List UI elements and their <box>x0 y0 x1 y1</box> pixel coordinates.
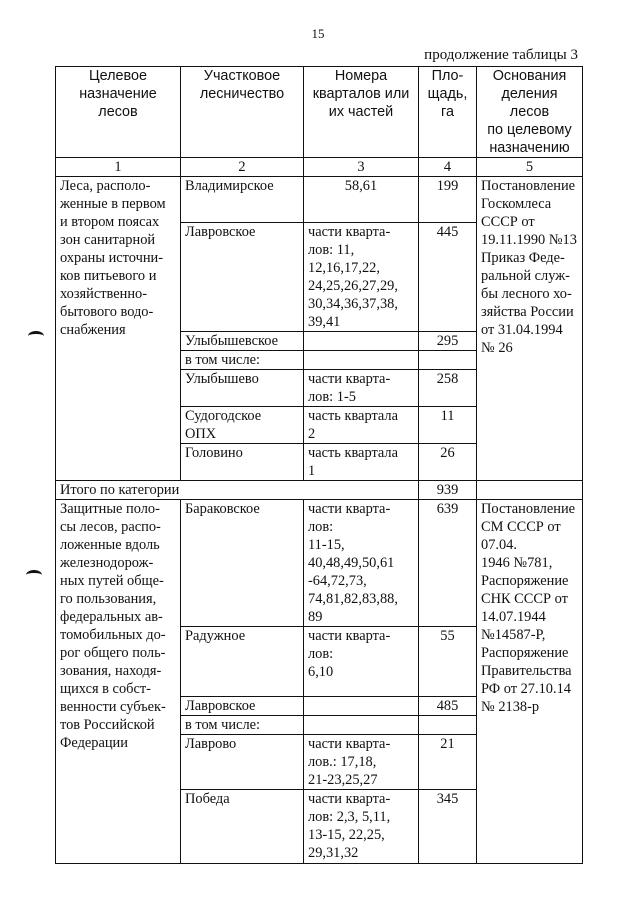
forestry-cell: Лавровское <box>181 697 304 716</box>
area-cell: 345 <box>419 790 477 864</box>
header-area: Пло- щадь, га <box>419 67 477 158</box>
area-cell: 21 <box>419 735 477 790</box>
quarters-cell <box>304 697 419 716</box>
quarters-cell: части кварта- лов: 2,3, 5,11, 13-15, 22,25, 29,31,32 <box>304 790 419 864</box>
forestry-cell: Радужное <box>181 627 304 697</box>
area-cell <box>419 351 477 370</box>
area-cell: 11 <box>419 407 477 444</box>
header-forestry: Участковое лесничество <box>181 67 304 158</box>
column-number-row <box>56 158 583 177</box>
forestry-cell: Улыбышево <box>181 370 304 407</box>
area-cell: 295 <box>419 332 477 351</box>
area-cell: 199 <box>419 177 477 223</box>
forestry-cell: в том числе: <box>181 716 304 735</box>
column-number: 3 <box>304 158 419 177</box>
area-cell: 26 <box>419 444 477 481</box>
quarters-cell <box>304 351 419 370</box>
table-row <box>56 500 583 627</box>
total-area: 939 <box>419 481 477 500</box>
total-label: Итого по категории <box>56 481 419 500</box>
area-cell: 485 <box>419 697 477 716</box>
forestry-cell: Лавровское <box>181 223 304 332</box>
column-number: 5 <box>477 158 583 177</box>
basis-cell: Постановление СМ СССР от 07.04. 1946 №781, Распоряжение СНК СССР от 14.07.1944 №14587-Р, Распоряжение Правительства РФ от 27.10.14 № 2138-р <box>477 500 583 864</box>
forest-purpose-table <box>55 66 583 864</box>
quarters-cell: части кварта- лов: 11-15, 40,48,49,50,61 -64,72,73, 74,81,82,83,88, 89 <box>304 500 419 627</box>
total-row <box>56 481 583 500</box>
table-header-row <box>56 67 583 158</box>
forestry-cell: Лаврово <box>181 735 304 790</box>
header-basis: Основания деления лесов по целевому назначению <box>477 67 583 158</box>
column-number: 1 <box>56 158 181 177</box>
table-continuation-caption: продолжение таблицы 3 <box>424 47 578 63</box>
column-number: 2 <box>181 158 304 177</box>
basis-cell: Постановление Госкомлеса СССР от 19.11.1990 №13 Приказ Федe- ральной служ- бы лесного хо- зяйства России от 31.04.1994 № 26 <box>477 177 583 481</box>
forestry-cell: в том числе: <box>181 351 304 370</box>
column-number: 4 <box>419 158 477 177</box>
quarters-cell: часть квартала 1 <box>304 444 419 481</box>
forestry-cell: Головино <box>181 444 304 481</box>
quarters-cell <box>304 716 419 735</box>
header-purpose: Целевое назначение лесов <box>56 67 181 158</box>
header-quarters: Номера кварталов или их частей <box>304 67 419 158</box>
forestry-cell: Судогодское ОПХ <box>181 407 304 444</box>
area-cell: 445 <box>419 223 477 332</box>
area-cell: 639 <box>419 500 477 627</box>
forestry-cell: Бараковское <box>181 500 304 627</box>
scan-margin-mark <box>26 570 42 580</box>
forestry-cell: Владимирское <box>181 177 304 223</box>
purpose-cell: Защитные поло- сы лесов, распо- ложенные вдоль железнодорож- ных путей обще- го пользования, федеральных ав- томобильных до- рог общего поль- зования, находя- щихся в собст- венности субъек- тов Российской Федерации <box>56 500 181 864</box>
purpose-cell: Леса, располо- женные в первом и втором поясах зон санитарной охраны источни- ков питьевого и хозяйственно- бытового водо- снабжения <box>56 177 181 481</box>
quarters-cell: части кварта- лов.: 17,18, 21-23,25,27 <box>304 735 419 790</box>
quarters-cell: 58,61 <box>304 177 419 223</box>
page-number: 15 <box>311 26 325 41</box>
forestry-cell: Улыбышевское <box>181 332 304 351</box>
area-cell <box>419 716 477 735</box>
table-row <box>56 177 583 223</box>
area-cell: 258 <box>419 370 477 407</box>
area-cell: 55 <box>419 627 477 697</box>
scan-margin-mark <box>28 331 44 341</box>
forestry-cell: Победа <box>181 790 304 864</box>
quarters-cell: часть квартала 2 <box>304 407 419 444</box>
quarters-cell: части кварта- лов: 1-5 <box>304 370 419 407</box>
quarters-cell: части кварта- лов: 11, 12,16,17,22, 24,25,26,27,29, 30,34,36,37,38, 39,41 <box>304 223 419 332</box>
quarters-cell <box>304 332 419 351</box>
total-basis-empty <box>477 481 583 500</box>
quarters-cell: части кварта- лов: 6,10 <box>304 627 419 697</box>
